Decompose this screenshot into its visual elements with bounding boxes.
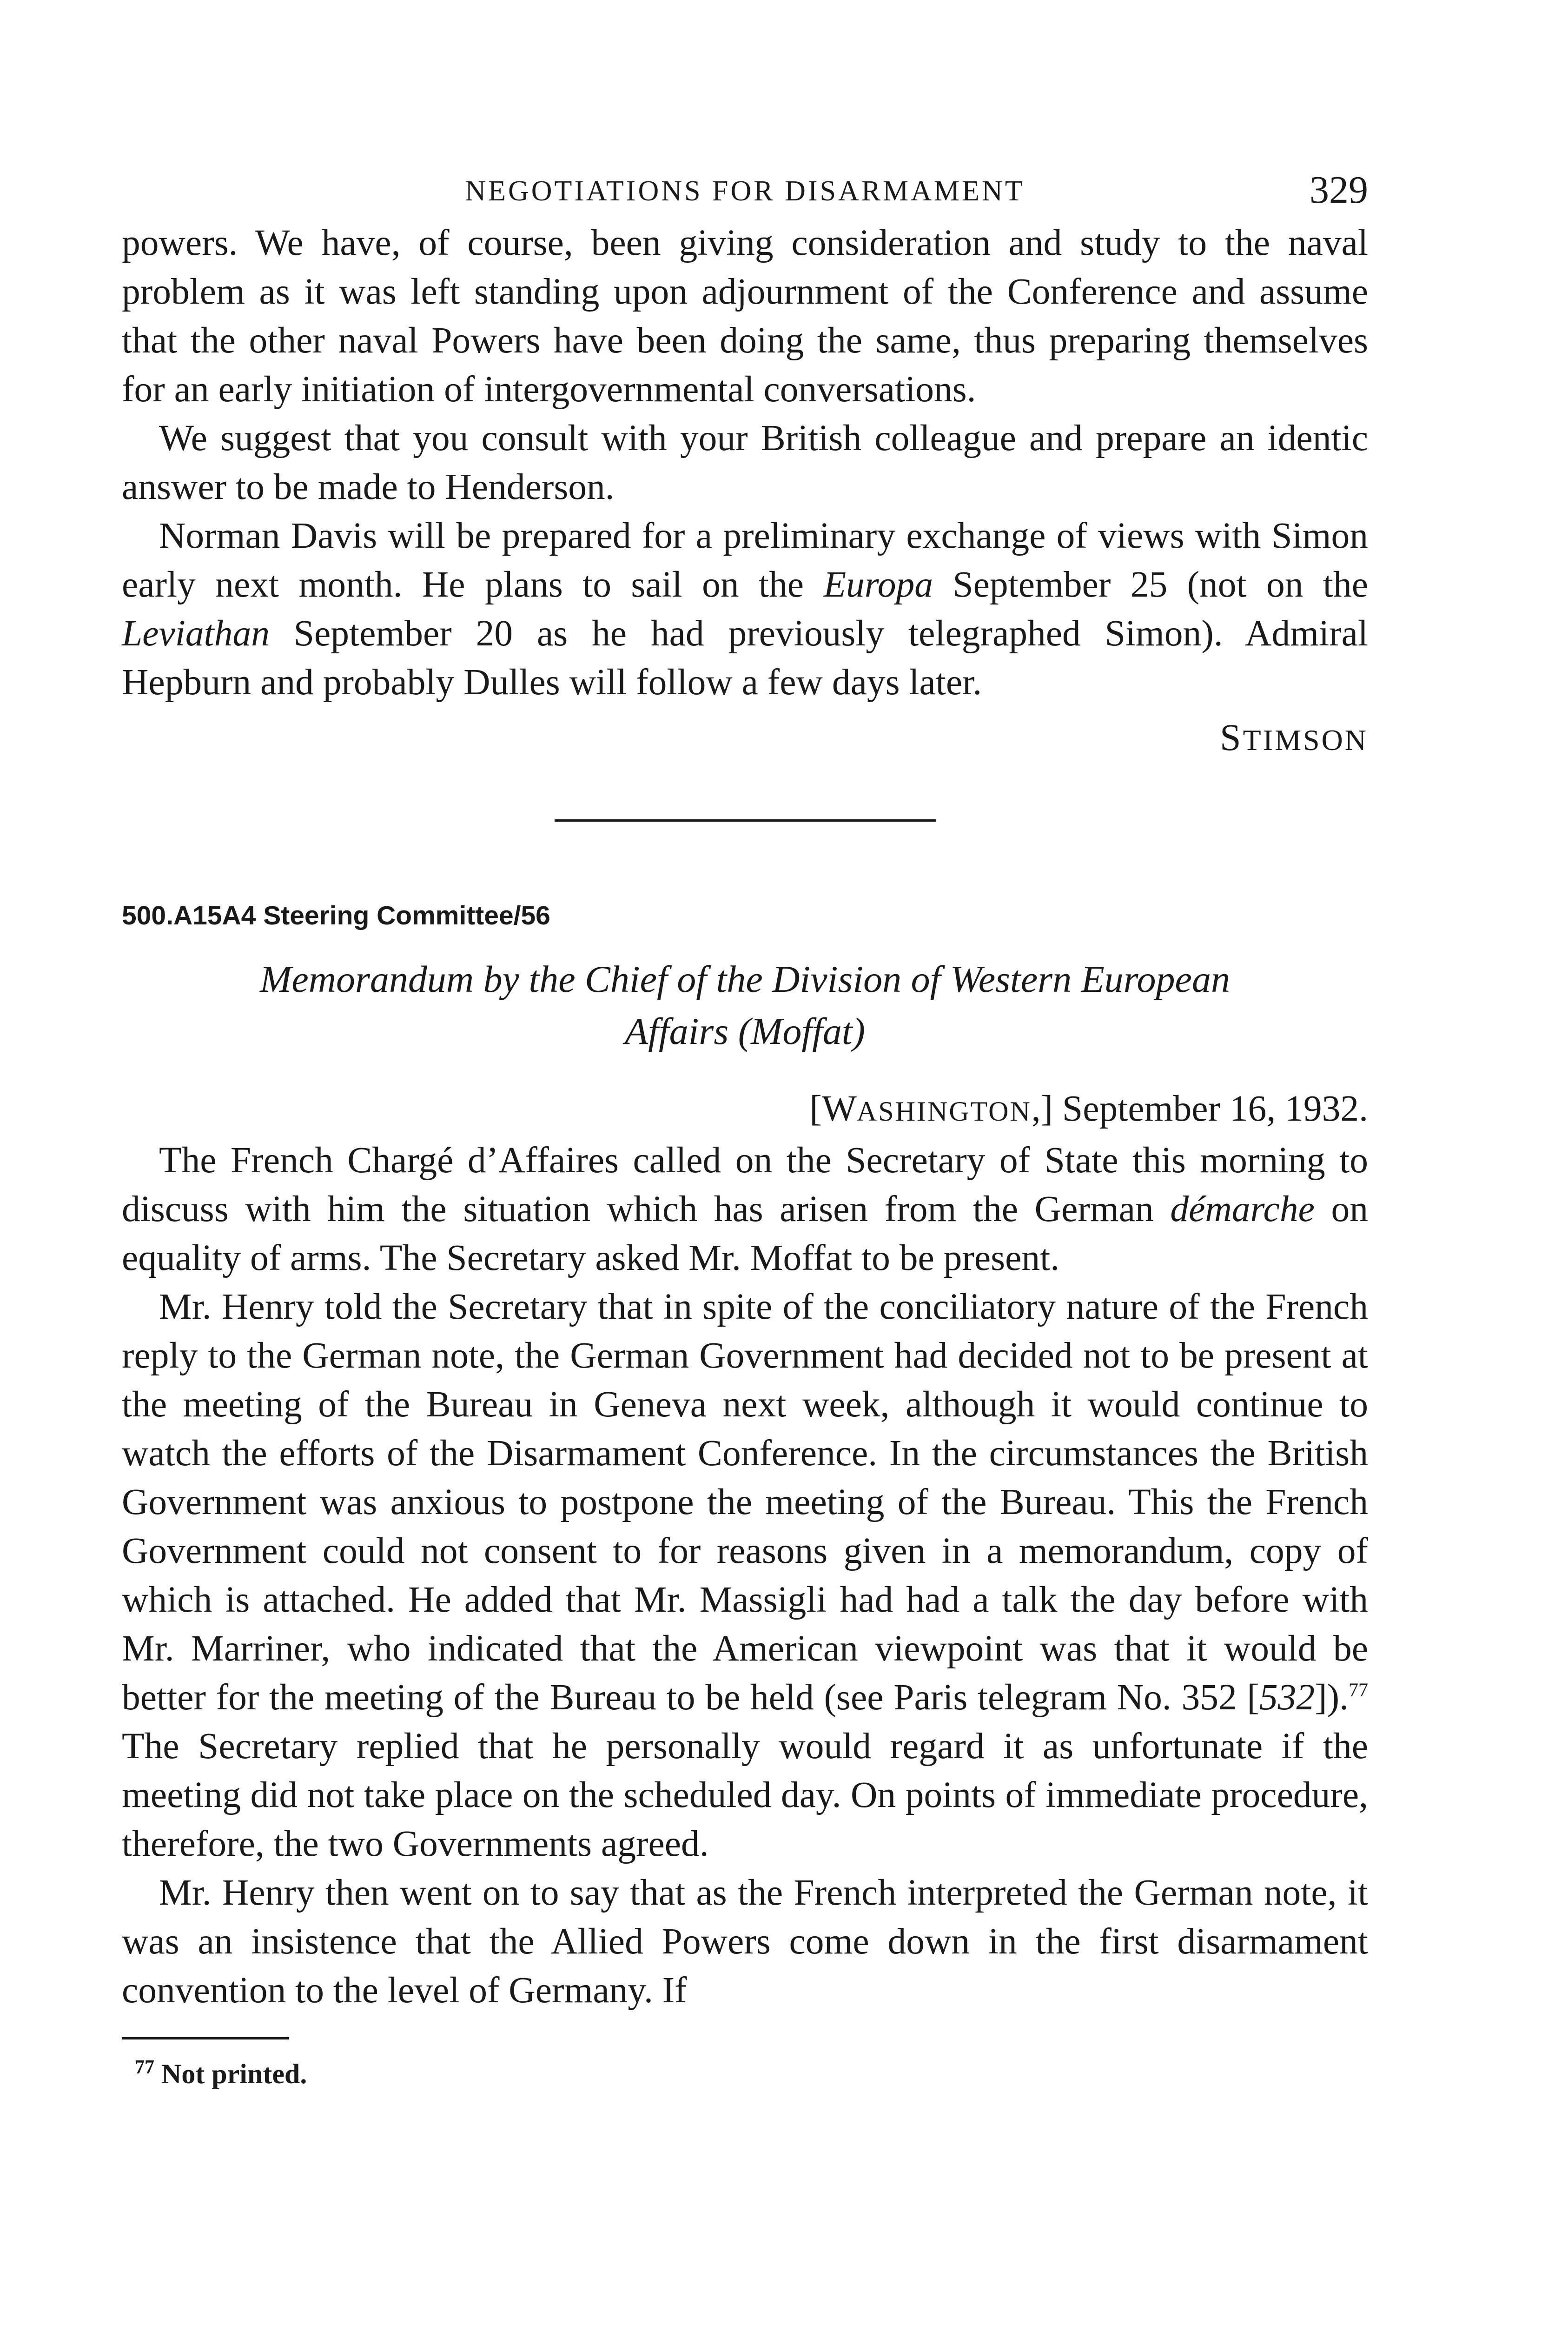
signature: STIMSON xyxy=(1220,716,1368,758)
dateline: [WASHINGTON,] September 16, 1932. xyxy=(809,1088,1368,1129)
memo-paragraph: The French Chargé d’Affaires called on the Secretary of State this morning to discuss with him the situation which has arisen from the German démarche on equality of arms. The Secretary asked Mr. Moffat to be present. xyxy=(122,1140,1369,1278)
ship-name-europa: Europa xyxy=(823,564,933,605)
section-divider xyxy=(555,819,936,822)
page-header xyxy=(122,167,1368,219)
telegram-paragraph: We suggest that you consult with your British colleague and prepare an identic answer to be made to Henderson. xyxy=(122,418,1368,507)
page-body xyxy=(122,219,1368,2099)
running-title: NEGOTIATIONS FOR DISARMAMENT xyxy=(465,175,1025,207)
document-title: Memorandum by the Chief of the Division of Western European Affairs (Moffat) xyxy=(260,958,1230,1052)
memo-paragraph: Mr. Henry then went on to say that as the French interpreted the German note, it was an insistence that the Allied Powers come down in the first disarmament convention to the level of Germany. If xyxy=(122,1872,1368,2011)
file-reference: 500.A15A4 Steering Committee/56 xyxy=(122,901,550,930)
page-number: 329 xyxy=(1310,168,1368,212)
italic-term-demarche: démarche xyxy=(1170,1189,1315,1229)
memo-paragraph: Mr. Henry told the Secretary that in spite of the conciliatory nature of the French reply to the German note, the German Government had decided not to be present at the meeting of the Bureau in Geneva next week, although it would continue to watch the efforts of the Disarmament Conference. In the circumstances the British Government was anxious to postpone the meeting of the Bureau. This the French Government could not consent to for reasons given in a memorandum, copy of which is attached. He added that Mr. Massigli had had a talk the day before with Mr. Marriner, who indicated that the American viewpoint was that it would be better for the meeting of the Bureau to be held (see Paris telegram No. 352 [532]).$^{77}$ The Secretary replied that he personally would regard it as unfortunate if the meeting did not take place on the scheduled day. On points of immediate procedure, therefore, the two Governments agreed. xyxy=(122,1286,1368,1864)
telegram-paragraph: powers. We have, of course, been giving consideration and study to the naval problem as it was left standing upon adjournment of the Conference and assume that the other naval Powers have been doing the same, thus preparing themselves for an early initiation of intergovernmental conversations. xyxy=(122,222,1368,410)
footnote-divider xyxy=(122,2037,289,2039)
ship-name-leviathan: Leviathan xyxy=(122,613,270,654)
footnote-marker[interactable]: 77 xyxy=(1349,1680,1368,1701)
telegram-paragraph: Norman Davis will be prepared for a preliminary exchange of views with Simon early next month. He plans to sail on the Europa September 25 (not on the Leviathan September 20 as he had previously telegraphed Simon). Admiral Hepburn and probably Dulles will follow a few days later. xyxy=(122,515,1368,703)
footnote: $^{77}$ Not printed. xyxy=(135,2057,307,2089)
telegram-ref-number: 532 xyxy=(1259,1677,1315,1718)
